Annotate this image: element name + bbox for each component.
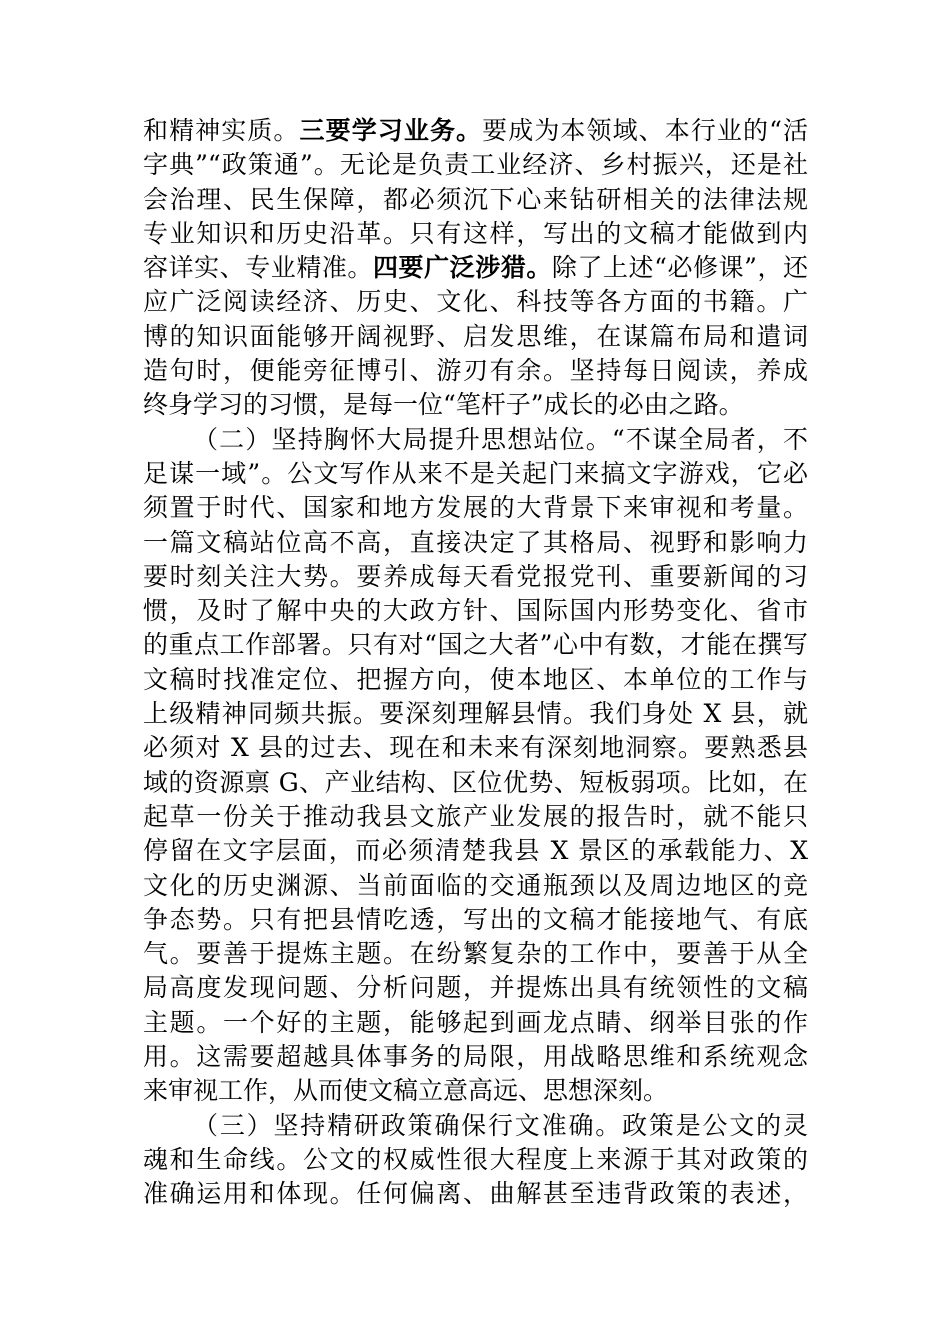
body-text: 容详实、专业精准。 [143,253,373,283]
body-text: 造句时，便能旁征博引、游刃有余。坚持每日阅读，养成 [143,356,808,386]
text-line [143,971,808,1005]
text-line [143,285,808,319]
body-text: 起草一份关于推动我县文旅产业发展的报告时，就不能只 [143,801,808,831]
body-text: 来审视工作，从而使文稿立意高远、思想深刻。 [143,1076,669,1106]
text-line [143,526,808,560]
paragraph-first-line [143,1109,808,1143]
body-text: （二）坚持胸怀大局提升思想站位。“不谋全局者，不 [193,424,808,454]
body-text: 准确运用和体现。任何偏离、曲解甚至违背政策的表述， [143,1179,808,1209]
text-line [143,457,808,491]
body-text: 要时刻关注大势。要养成每天看党报党刊、重要新闻的习 [143,561,808,591]
body-text: 用。这需要超越具体事务的局限，用战略思维和系统观念 [143,1042,808,1072]
text-line [143,1143,808,1177]
body-text: 足谋一域”。公文写作从来不是关起门来搞文字游戏，它必 [143,458,808,488]
body-text: 文稿时找准定位、把握方向，使本地区、本单位的工作与 [143,664,808,694]
body-text: （三）坚持精研政策确保行文准确。政策是公文的灵 [193,1110,808,1140]
text-line [143,114,808,148]
text-line [143,560,808,594]
body-text: 须置于时代、国家和地方发展的大背景下来审视和考量。 [143,493,808,523]
text-line [143,491,808,525]
text-line [143,388,808,422]
text-line [143,937,808,971]
body-text: 要成为本领域、本行业的“活 [482,116,808,145]
document-body [143,114,808,1212]
text-line [143,251,808,285]
text-line [143,1006,808,1040]
body-text: 文化的历史渊源、当前面临的交通瓶颈以及周边地区的竞 [143,870,808,900]
body-text: 终身学习的习惯，是每一位“笔杆子”成长的必由之路。 [143,390,744,420]
text-line [143,594,808,628]
body-text: 必须对 X 县的过去、现在和未来有深刻地洞察。要熟悉县 [143,733,808,763]
body-text: 气。要善于提炼主题。在纷繁复杂的工作中，要善于从全 [143,939,808,969]
body-text: 上级精神同频共振。要深刻理解县情。我们身处 X 县，就 [143,699,808,729]
text-line [143,354,808,388]
text-line [143,1177,808,1211]
body-text: 字典”“政策通”。无论是负责工业经济、乡村振兴，还是社 [143,150,808,180]
body-text: 的重点工作部署。只有对“国之大者”心中有数，才能在撰写 [143,630,808,660]
text-line [143,834,808,868]
paragraph-first-line [143,423,808,457]
body-text: 域的资源禀 G、产业结构、区位优势、短板弱项。比如，在 [143,767,808,797]
body-text: 主题。一个好的主题，能够起到画龙点睛、纲举目张的作 [143,1007,808,1037]
text-line [143,766,808,800]
text-line [143,183,808,217]
text-line [143,800,808,834]
text-line [143,148,808,182]
text-line [143,731,808,765]
text-line [143,628,808,662]
text-line [143,903,808,937]
body-text: 争态势。只有把县情吃透，写出的文稿才能接地气、有底 [143,904,808,934]
text-line [143,1074,808,1108]
body-text: 应广泛阅读经济、历史、文化、科技等各方面的书籍。广 [143,287,808,317]
text-line [143,869,808,903]
text-line [143,320,808,354]
body-text: 一篇文稿站位高不高，直接决定了其格局、视野和影响力 [143,527,808,557]
text-line [143,697,808,731]
text-line [143,217,808,251]
bold-heading-text: 四要广泛涉猎。 [373,253,552,283]
body-text: 局高度发现问题、分析问题，并提炼出具有统领性的文稿 [143,973,808,1003]
body-text: 除了上述“必修课”，还 [551,253,808,283]
bold-heading-text: 三要学习业务。 [299,116,483,145]
body-text: 和精神实质。 [143,116,300,145]
text-line [143,1040,808,1074]
body-text: 博的知识面能够开阔视野、启发思维，在谋篇布局和遣词 [143,321,808,351]
body-text: 专业知识和历史沿革。只有这样，写出的文稿才能做到内 [143,218,808,248]
body-text: 停留在文字层面，而必须清楚我县 X 景区的承载能力、X [143,836,808,866]
body-text: 惯，及时了解中央的大政方针、国际国内形势变化、省市 [143,596,808,626]
body-text: 魂和生命线。公文的权威性很大程度上来源于其对政策的 [143,1144,808,1174]
body-text: 会治理、民生保障，都必须沉下心来钻研相关的法律法规 [143,184,808,214]
text-line [143,663,808,697]
